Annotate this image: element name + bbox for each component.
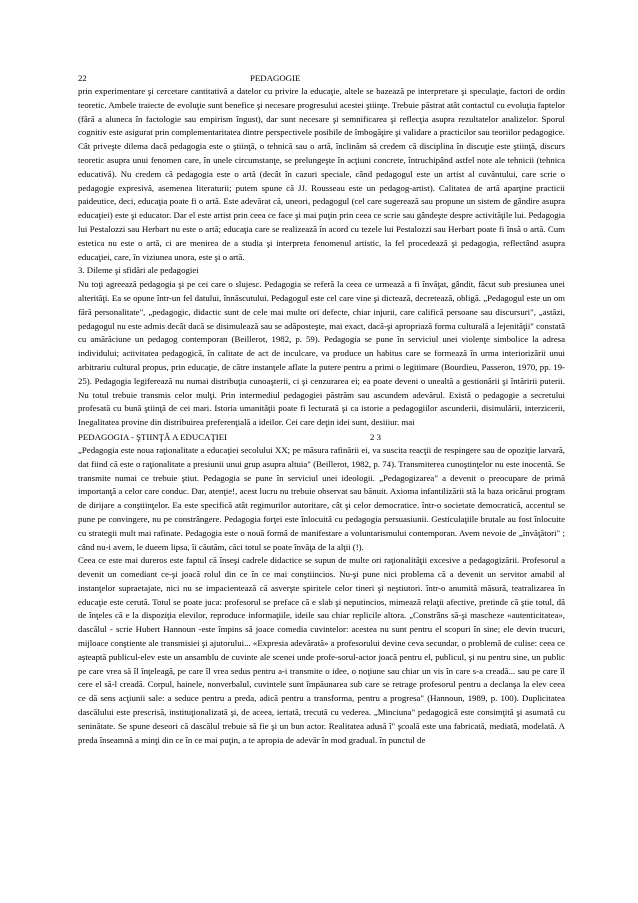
inner-running-title: PEDAGOGIA - ŞTIINŢĂ A EDUCAŢIEI [78, 431, 228, 442]
page-number: 22 [78, 73, 87, 83]
body-paragraph: prin experimentare şi cercetare cantitativă a datelor cu privire la educaţie, altele se bazează pe interpretare şi speculaţie, factori de ordin teoretic. Ambele traiecte de evoluţie sunt benefice şi necesare progresului acestei ştiinţe. Trebuie păstrat atât contactul cu evoluţia faptelor (fără a aluneca în factologie sau empirism îngust), dar sunt necesare şi semnificarea şi reflecţia asupra rezultatelor analizelor. Sporul cognitiv este asigurat prin complementaritatea dintre perspectivele posibile de îmbogăţire şi validare a practicilor sau teoriilor pedagogice. [78, 86, 565, 138]
body-paragraph: Cât priveşte dilema dacă pedagogia este o ştiinţă, o tehnică sau o artă, înclinăm să credem că disciplina în discuţie este ştiinţă, discurs teoretic asupra unui fenomen care, în unele circumstanţe, se prelungeşte în acţiuni concrete, întruchipând astfel note ale tehnicii (tehnica educativă). Nu credem că pedagogia este o artă (decât în cazuri speciale, când pedagogul este un artist al cuvântului, care scrie o pedagogie expresivă, asemenea literaturii; putem spune că JJ. Rousseau este un pedagog-artist). Calitatea de artă aparţine practicii paideutice, deci, educaţia poate fi o artă. Este adevărat că, uneori, pedagogul (cel care sugerează sau propune un sistem de gândire asupra educaţiei) este şi educator. Dar el este artist prin ceea ce face şi mai puţin prin ceea ce scrie sau gândeşte despre activităţile lui. Pedagogia lui Pestalozzi sau Herbart nu este o artă; educaţia care se realizează în acord cu tezele lui Pestalozzi sau Herbart poate fi însă o artă. Cum estetica nu este o artă, ci are menirea de a studia şi interpreta fenomenul artistic, la fel procedează şi pedagogia, reflectând asupra educaţiei, care, în viziunea unora, este şi o artă. [78, 141, 565, 262]
body-paragraph: Nu toţi agreează pedagogia şi pe cei care o slujesc. Pedagogia se referă la ceea ce urmează a fi învăţat, gândit, făcut sub presiunea unei alterităţi. Ea se opune într-un fel datului, înnăscutului. Pedagogul este cel care vine şi dictează, decretează, obligă. „Pedagogul este un om fără personalitate", „pedagogic, didactic sunt de cele mai multe ori defecte, chiar injurii, care califică persoane sau discursuri", „astăzi, pedagogul nu este admis decât dacă se disimulează sau se adăposteşte, mai exact, dacă-şi apropriază forma culturală a lejenităţii" constată cu amărăciune un pedagog contemporan (Beillerot, 1982, p. 59). Pedagogia se pune în serviciul unei violenţe simbolice la adresa individului; activitatea pedagogică, în calitate de act de inculcare, va produce un habitus care se formează în urma interiorizării unui arbitrariu cultural propus, prin educaţie, de către instanţele aflate la putere pentru a primi o legitimare (Bourdieu, Passeron, 1970, pp. 19-25). Pedagogia legiferează nu numai distribuţia cunoaşterii, ci şi cenzurarea ei; ea poate deveni o unealtă a gestionării şi întăririi puterii. Nu totul trebuie transmis celor mulţi. Prin intermediul pedagogiei păstrăm sau ascundem adevărul. Există o pedagogie a secretului profesată cu bună ştiinţă de cei mari. Istoria umanităţii poate fi lecturată şi ca istorie a pedagogiilor ascunderii, disimulării, interzicerii, Inegalitatea provine din distribuirea preferenţială a ideilor. Cei care deţin idei sunt, desiiiur. mai [78, 279, 565, 428]
body-paragraph: Ceea ce este mai dureros este faptul că înseşi cadrele didactice se supun de multe ori raţionalităţii excesive a pedagogizării. Profesorul a devenit un comediant ce-şi joacă rolul din ce în ce mai conştiincios. Nu-şi pune nici problema că a devenit un servitor amabil al instanţelor supraetajate, nici nu se impacientează că asverşte spiritele celor tineri şi neştiutori. într-o anumită măsură, teatralizarea în educaţie este cerută. Totul se poate juca: profesorul se preface că e slab şi neputincios, mimează relaţii afective, pretinde că ştie totul, dă de înţeles că e la dispoziţia elevilor, reproduce informaţiile, ideile sau chiar replicile altora. „Constrâns să-şi mascheze «autenticitatea», dascălul - scrie Hubert Hannoun -este împins să joace comedia cuvintelor: acestea nu sunt pentru el scopuri în sine; ele devin trucuri, mijloace conştiente ale transmisiei şi ajutorului... «Expresia adevărată» a profesorului devine ceva secundar, o problemă de culise: ceea ce aşteaptă publicul-elev este un ansamblu de cuvinte ale scenei unde profe-sorul-actor joacă pentru el, publicul, şi nu pentru sine, un public pe care vrea să îl înţeleagă, pe care îl vrea sedus pentru a-i transmite o idee, o noţiune sau chiar un vis în care s-a creadă... sau pe care îl cere el să-l creadă. Corpul, hainele, nonverbalul, cuvintele sunt împăunarea sub care se retrage profesorul pentru a declanşa la elev ceea ce dă sens acţiunii sale: a seduce pentru a preda, adică pentru a transforma, pentru a progresa" (Hannoun, 1989, p. 100). Duplicitatea dascălului este prescrisă, instituţionalizată şi, de aceea, iertată, trecută cu vederea. „Minciuna" pedagogică este consimţită şi asumată cu seninătate. Se spune deseori că dascălul trebuie să fie şi un bun actor. Realitatea adusă î" şcoală este una fabricată, mediată, modelată. A preda înseamnă a minţi din ce în ce mai puţin, a te apropia de adevăr în mod gradual. în punctul de [78, 555, 565, 745]
body-paragraph: „Pedagogia este noua raţionalitate a educaţiei secolului XX; pe măsura rafinării ei, va suscita reacţii de respingere sau de opoziţie larvară, dat fiind că este o raţionalitate a presiunii unui grup asupra altuia" (Beillerot, 1982, p. 74). Transmiterea cunoştinţelor nu este inocentă. Se transmite numai ce trebuie ştiut. Pedagogia se pune în serviciul unei ideologii. „Pedagogizarea" a devenit o preocupare de primă importanţă a celor care conduc. Dar, atenţie!, acest lucru nu trebuie observat sau bănuit. Axioma infantilizării stă la baza oricărui program de dirijare a conştiinţelor. Ea este specifică atât regimurilor autoritare, cât şi celor democratice. într-o societate democratică, accentul se pune pe convingere, nu pe constrângere. Pedagogia forţei este înlocuită cu pedagogia persuasiunii. Gesticulaţiile brutale au fost înlocuite cu strategii mult mai rafinate. Pedagogia este o nouă formă de manifestare a voluntarismului contemporan. Avem nevoie de „învăţători" ; când nu-i avem, le dueem lipsa, îi căutăm, căci totul se poate învăţa de la alţii (!). [78, 444, 565, 552]
inner-page-number: 2 3 [370, 431, 381, 442]
running-title: PEDAGOGIE [250, 73, 301, 83]
running-header [78, 71, 565, 85]
inner-running-header [78, 430, 565, 444]
section-heading: 3. Dileme şi sfidări ale pedagogiei [78, 265, 199, 276]
